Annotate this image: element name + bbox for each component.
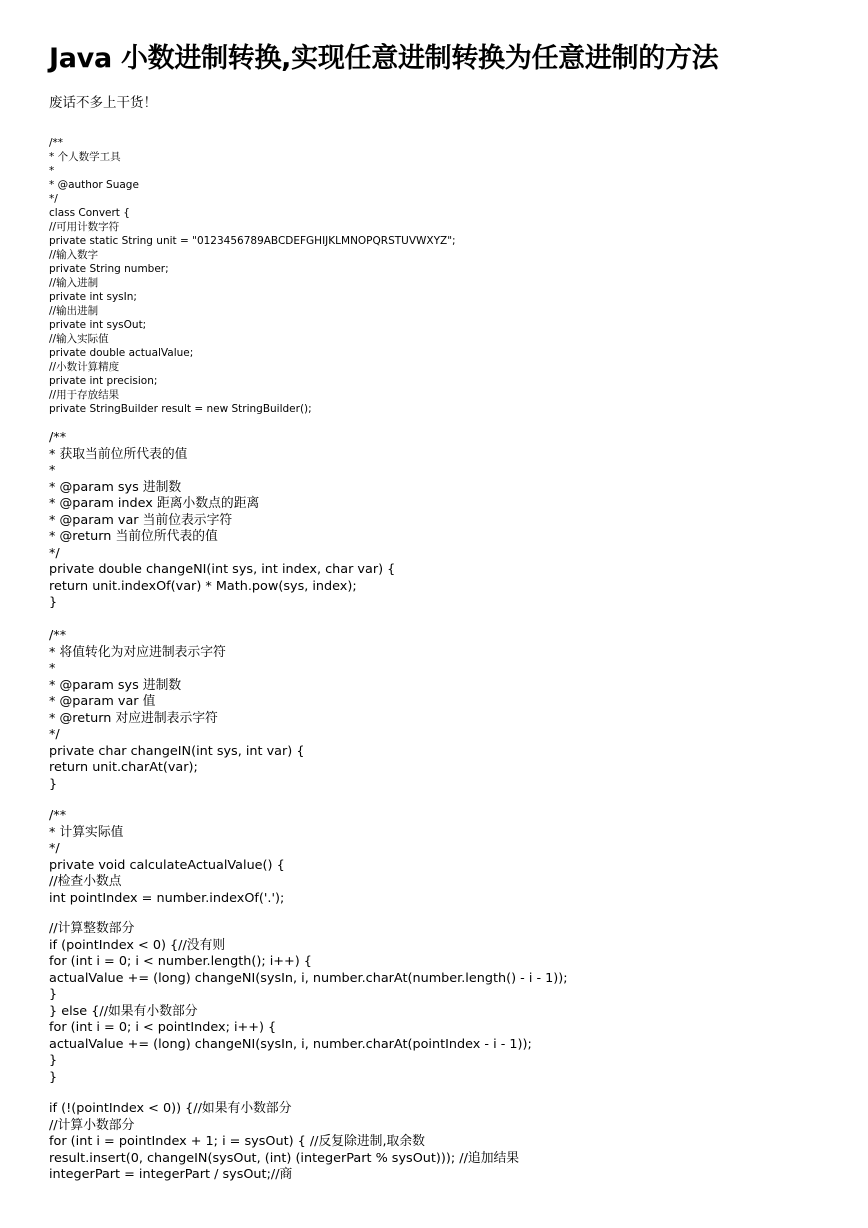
code-line: */ <box>49 193 58 205</box>
code-line: actualValue += (long) changeNI(sysIn, i, number.charAt(number.length() - i - 1)); <box>49 970 568 986</box>
code-line: /** <box>49 628 67 643</box>
code-line: if (!(pointIndex < 0)) {//如果有小数部分 <box>49 1101 292 1116</box>
code-line: //小数计算精度 <box>49 361 120 373</box>
code-line: /** <box>49 137 64 149</box>
code-line: //输入实际值 <box>49 333 109 345</box>
code-line: private StringBuilder result = new StringBuilder(); <box>49 403 312 415</box>
code-line: //用于存放结果 <box>49 389 120 401</box>
code-line: * @author Suage <box>49 179 139 191</box>
code-line: //计算小数部分 <box>49 1117 135 1133</box>
code-line: if (pointIndex < 0) {//没有则 <box>49 937 226 953</box>
code-line: /** <box>49 808 67 823</box>
code-line: } else {//如果有小数部分 <box>49 1003 198 1019</box>
code-line: * @param sys 进制数 <box>49 677 182 693</box>
code-line: /** <box>49 430 67 445</box>
code-line: } <box>49 1069 58 1085</box>
code-line: * @return 当前位所代表的值 <box>49 529 218 544</box>
code-line: * 计算实际值 <box>49 824 124 840</box>
code-line: * @return 对应进制表示字符 <box>49 710 218 726</box>
code-line: //计算整数部分 <box>49 921 135 936</box>
code-line: * @param index 距离小数点的距离 <box>49 496 260 511</box>
code-line: int pointIndex = number.indexOf('.'); <box>49 890 285 906</box>
code-line: private double changeNI(int sys, int index, char var) { <box>49 562 396 577</box>
code-line: //输入进制 <box>49 277 99 289</box>
code-line: class Convert { <box>49 207 130 219</box>
code-line: } <box>49 1053 58 1068</box>
code-line: private double actualValue; <box>49 347 194 359</box>
code-line: //输入数字 <box>49 249 99 261</box>
code-line: * 个人数学工具 <box>49 151 121 163</box>
code-line: * @param sys 进制数 <box>49 479 182 495</box>
code-line: * @param var 当前位表示字符 <box>49 512 233 528</box>
code-line: //检查小数点 <box>49 874 122 889</box>
code-line: private static String unit = "0123456789ABCDEFGHIJKLMNOPQRSTUVWXYZ"; <box>49 235 456 247</box>
code-line: result.insert(0, changeIN(sysOut, (int) (integerPart % sysOut))); //追加结果 <box>49 1150 520 1166</box>
code-line: return unit.charAt(var); <box>49 760 198 775</box>
code-line: } <box>49 776 58 792</box>
code-line: */ <box>49 545 60 561</box>
code-line: * 获取当前位所代表的值 <box>49 446 188 462</box>
code-line: */ <box>49 841 60 856</box>
code-line: * <box>49 661 56 676</box>
code-line: } <box>49 595 58 610</box>
code-line: } <box>49 987 58 1002</box>
code-line: private void calculateActualValue() { <box>49 857 285 873</box>
code-line: integerPart = integerPart / sysOut;//商 <box>49 1167 293 1182</box>
code-line: for (int i = 0; i < number.length(); i++) { <box>49 954 312 969</box>
code-line: //可用计数字符 <box>49 221 120 233</box>
code-line: * <box>49 165 55 177</box>
page-title: Java 小数进制转换,实现任意进制转换为任意进制的方法 <box>49 43 719 74</box>
code-line: return unit.indexOf(var) * Math.pow(sys, index); <box>49 578 357 594</box>
code-line: actualValue += (long) changeNI(sysIn, i, number.charAt(pointIndex - i - 1)); <box>49 1036 532 1052</box>
code-line: private String number; <box>49 263 169 275</box>
code-line: private int sysIn; <box>49 291 137 303</box>
code-line: private char changeIN(int sys, int var) { <box>49 743 305 759</box>
code-line: private int precision; <box>49 375 158 387</box>
code-line: //输出进制 <box>49 305 99 317</box>
code-line: for (int i = 0; i < pointIndex; i++) { <box>49 1020 277 1035</box>
code-line: * 将值转化为对应进制表示字符 <box>49 644 226 660</box>
intro-text: 废话不多上干货！ <box>49 95 157 111</box>
code-line: * @param var 值 <box>49 694 156 709</box>
code-line: */ <box>49 727 60 742</box>
code-line: * <box>49 463 56 478</box>
code-line: for (int i = pointIndex + 1; i = sysOut) { //反复除进制,取余数 <box>49 1134 425 1149</box>
code-line: private int sysOut; <box>49 319 147 331</box>
